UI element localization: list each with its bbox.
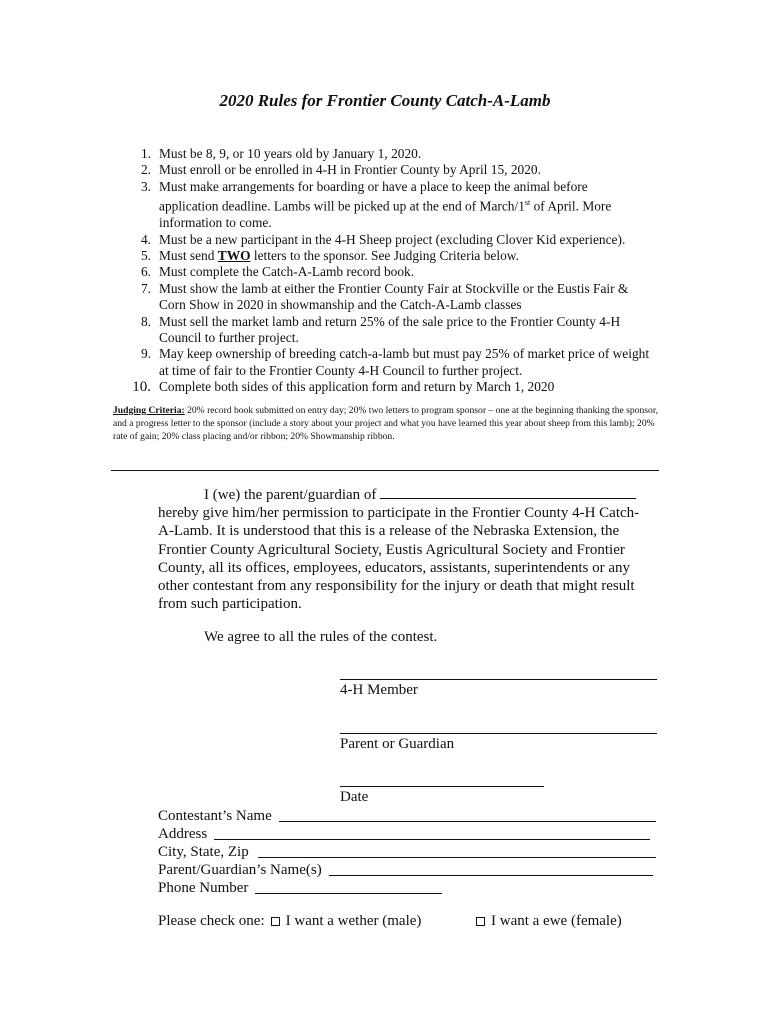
judging-criteria-label: Judging Criteria: bbox=[113, 405, 185, 416]
city-state-zip-line[interactable] bbox=[258, 857, 656, 858]
check-prompt: Please check one: bbox=[158, 913, 265, 929]
member-signature-line[interactable] bbox=[340, 679, 657, 680]
rule-item bbox=[113, 314, 658, 347]
rule-text: application deadline. Lambs will be picked up at the end of March/1 bbox=[159, 198, 525, 214]
ewe-choice bbox=[470, 913, 622, 930]
rule-text: Must enroll or be enrolled in 4-H in Frontier County by April 15, 2020. bbox=[159, 162, 541, 178]
member-signature-label: 4-H Member bbox=[340, 682, 418, 698]
rule-text: letters to the sponsor. See Judging Criteria below. bbox=[250, 247, 519, 263]
contestant-name-label: Contestant’s Name bbox=[158, 808, 272, 824]
rule-number: 6. bbox=[140, 264, 151, 280]
rule-number: 4. bbox=[140, 231, 151, 247]
rule-item bbox=[113, 146, 658, 162]
rule-text: May keep ownership of breeding catch-a-lamb but must pay 25% of market price of weight at time of fair to the Frontier County 4-H Council to further project. bbox=[159, 346, 650, 378]
rule-item bbox=[113, 179, 658, 232]
rules-list bbox=[113, 146, 658, 396]
rule-text: Must complete the Catch-A-Lamb record book. bbox=[159, 264, 415, 280]
ewe-checkbox[interactable] bbox=[476, 917, 485, 926]
rule-text: information to come. bbox=[159, 215, 272, 231]
address-label: Address bbox=[158, 826, 208, 842]
rule-text: Must show the lamb at either the Frontier County Fair at Stockville or the Eustis Fair & Corn Show in 2020 in showmanship and the Catch-A-Lamb classes bbox=[159, 280, 629, 313]
rule-text: Must send bbox=[159, 247, 218, 263]
contestant-name-line[interactable] bbox=[279, 821, 656, 822]
child-name-blank[interactable] bbox=[380, 484, 636, 499]
emphasis-two: TWO bbox=[217, 247, 251, 263]
contestant-name-field bbox=[158, 807, 658, 825]
parent-signature-line[interactable] bbox=[340, 733, 657, 734]
wether-checkbox[interactable] bbox=[271, 917, 280, 926]
rule-text: Must be 8, 9, or 10 years old by January 1, 2020. bbox=[159, 146, 422, 161]
guardian-names-field bbox=[158, 861, 658, 879]
rule-text: Must sell the market lamb and return 25% of the sale price to the Frontier County 4-H Council to further project. bbox=[159, 313, 621, 345]
rule-number: 1. bbox=[140, 146, 151, 161]
document-title: 2020 Rules for Frontier County Catch-A-Lamb bbox=[219, 91, 551, 110]
city-state-zip-label: City, State, Zip bbox=[158, 844, 249, 860]
superscript: st bbox=[524, 198, 531, 208]
rule-text: Must make arrangements for boarding or have a place to keep the animal before bbox=[159, 178, 588, 194]
rule-number: 2. bbox=[140, 162, 151, 178]
guardian-names-line[interactable] bbox=[329, 875, 653, 876]
rule-text: Complete both sides of this application form and return by March 1, 2020 bbox=[159, 379, 555, 395]
phone-number-line[interactable] bbox=[255, 893, 442, 894]
rule-text: of April. More bbox=[530, 198, 612, 214]
release-paragraph bbox=[158, 484, 648, 613]
guardian-names-label: Parent/Guardian’s Name(s) bbox=[158, 862, 322, 878]
rule-number: 9. bbox=[140, 346, 151, 362]
address-field bbox=[158, 825, 658, 843]
release-body: hereby give him/her permission to participate in the Frontier County 4-H Catch-A-Lamb. It is understood that this is a release of the Nebraska Extension, the Frontier County Agricultural Society, Eustis Agricultural Society and Frontier County, all its offices, employees, educators, assistants, superintendents or any other contestant from any responsibility for the injury or death that might result from such participation. bbox=[158, 505, 640, 613]
rule-item bbox=[113, 346, 658, 379]
rule-item bbox=[113, 162, 658, 178]
rule-item bbox=[113, 379, 658, 395]
lamb-choice bbox=[158, 913, 421, 930]
divider bbox=[111, 470, 659, 471]
rule-number: 5. bbox=[140, 247, 151, 263]
rule-item bbox=[113, 248, 658, 264]
rule-number: 10. bbox=[132, 379, 151, 396]
release-lead: I (we) the parent/guardian of bbox=[204, 487, 381, 503]
rule-item bbox=[113, 232, 658, 248]
judging-criteria bbox=[113, 404, 661, 444]
wether-option-label: I want a wether (male) bbox=[285, 913, 422, 929]
address-line[interactable] bbox=[214, 839, 650, 840]
date-line[interactable] bbox=[340, 786, 544, 787]
judging-criteria-text: 20% record book submitted on entry day; 20% two letters to program sponsor – one at the beginning thanking the sponsor, and a progress letter to the sponsor (include a story about your project and what you have learned this year about sheep from this lamb); 20% rate of gain; 20% class placing and/or ribbon; 20% Showmanship ribbon. bbox=[113, 405, 659, 443]
parent-signature-label: Parent or Guardian bbox=[340, 736, 455, 752]
phone-number-field bbox=[158, 879, 458, 897]
rule-item bbox=[113, 281, 658, 314]
phone-number-label: Phone Number bbox=[158, 880, 249, 896]
rule-number: 8. bbox=[140, 313, 151, 329]
date-label: Date bbox=[340, 789, 369, 805]
rule-item bbox=[113, 264, 658, 280]
city-state-zip-field bbox=[158, 843, 658, 861]
ewe-option-label: I want a ewe (female) bbox=[491, 913, 622, 929]
rule-number: 7. bbox=[140, 280, 151, 296]
agreement-statement: We agree to all the rules of the contest. bbox=[204, 629, 438, 645]
rule-text: Must be a new participant in the 4-H Sheep project (excluding Clover Kid experience). bbox=[159, 231, 626, 247]
rule-number: 3. bbox=[140, 178, 151, 194]
